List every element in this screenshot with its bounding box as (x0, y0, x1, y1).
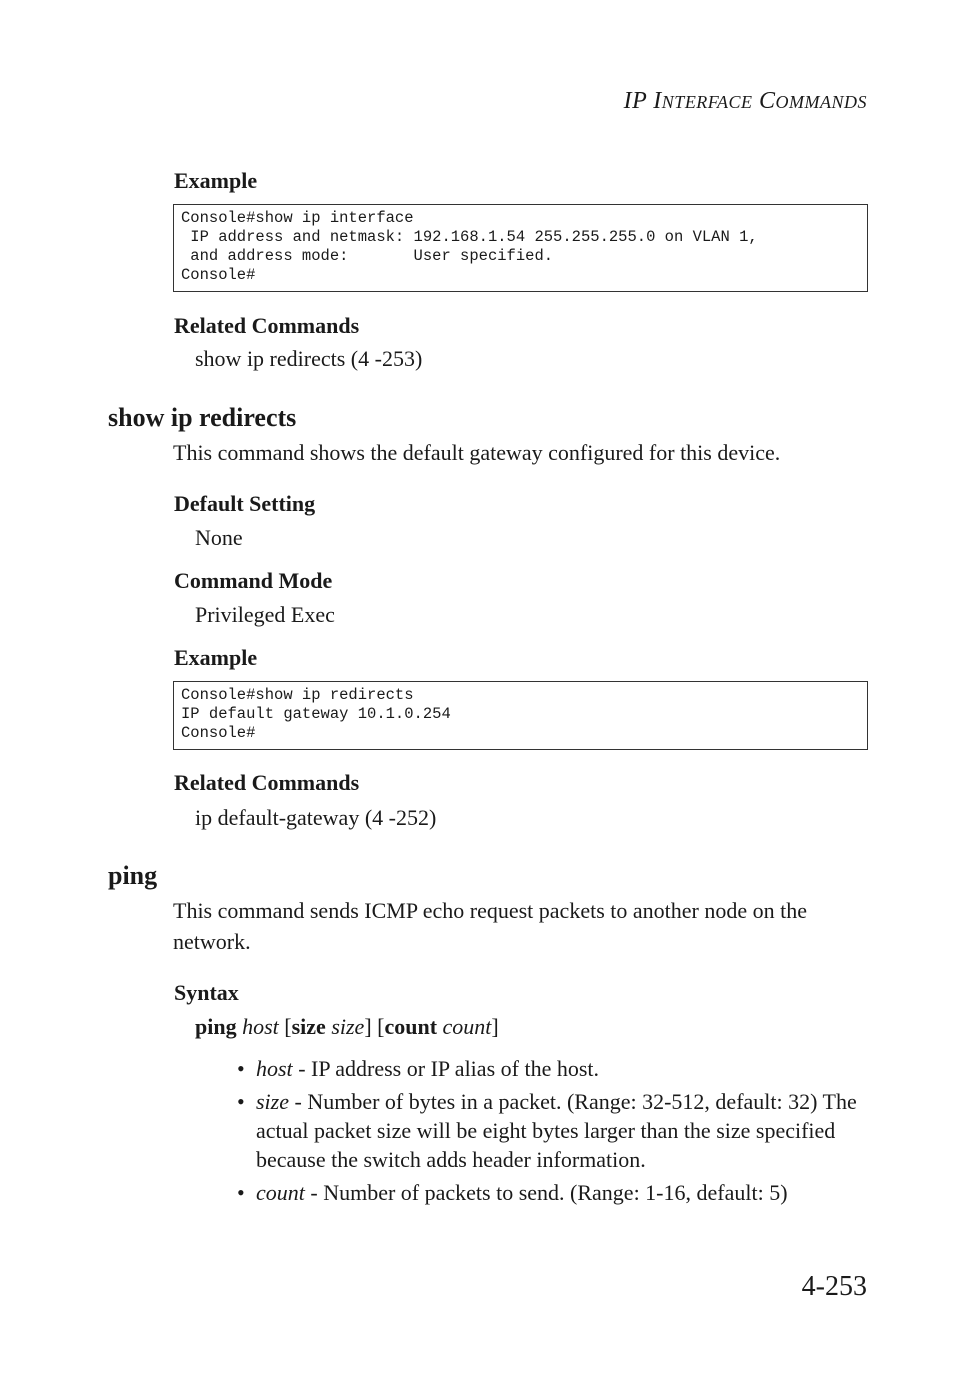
example-heading-1: Example (174, 168, 258, 193)
param-text: - Number of bytes in a packet. (Range: 32-512, default: 32) The actual packet size will be eight bytes larger than the size specified because the switch adds header information. (256, 1089, 857, 1172)
header-ip: IP (623, 88, 647, 114)
syntax-bracket-open-2: [ (377, 1014, 385, 1039)
section-description-2: This command shows the default gateway configured for this device. (173, 440, 781, 465)
header-i: I (653, 88, 662, 114)
parameter-list (237, 1054, 877, 1211)
syntax-host-arg: host (242, 1014, 279, 1039)
section-description-3: This command sends ICMP echo request packets to another node on the network. (173, 898, 807, 954)
syntax-bracket-open-1: [ (284, 1014, 292, 1039)
code-block-2: Console#show ip redirects IP default gateway 10.1.0.254 Console# (173, 681, 868, 750)
example-heading-2: Example (174, 645, 258, 670)
list-item (237, 1178, 877, 1207)
related-commands-heading-2: Related Commands (174, 770, 360, 795)
command-mode-value: Privileged Exec (195, 602, 335, 627)
syntax-size-keyword: size (291, 1014, 326, 1039)
related-command-link-2[interactable]: ip default-gateway (4 -252) (195, 805, 437, 830)
code-block-1: Console#show ip interface IP address and netmask: 192.168.1.54 255.255.255.0 on VLAN 1, and address mode: User specified. Console# (173, 204, 868, 292)
syntax-count-arg: count (442, 1014, 492, 1039)
header-c: C (758, 88, 776, 114)
param-term: size (256, 1089, 289, 1114)
syntax-line (195, 1014, 499, 1040)
section-title-ping: ping (108, 861, 158, 890)
bullet-icon: • (237, 1180, 245, 1205)
related-commands-heading-1: Related Commands (174, 313, 360, 338)
running-header (624, 88, 867, 115)
param-term: count (256, 1180, 305, 1205)
param-text: - IP address or IP alias of the host. (292, 1056, 600, 1081)
header-nterface: NTERFACE (661, 92, 753, 112)
default-setting-value: None (195, 525, 243, 550)
syntax-bracket-close-2: ] (491, 1014, 499, 1039)
param-text: - Number of packets to send. (Range: 1-16, default: 5) (304, 1180, 788, 1205)
list-item (237, 1054, 877, 1083)
page-number: 4-253 (801, 1271, 867, 1302)
header-ommands: OMMANDS (775, 92, 867, 112)
section-title-show-ip-redirects: show ip redirects (108, 403, 297, 432)
default-setting-heading: Default Setting (174, 491, 316, 516)
syntax-heading: Syntax (174, 980, 239, 1005)
syntax-command: ping (195, 1014, 237, 1039)
syntax-bracket-close-1: ] (364, 1014, 372, 1039)
param-term: host (256, 1056, 293, 1081)
related-command-link-1[interactable]: show ip redirects (4 -253) (195, 346, 423, 371)
syntax-size-arg: size (331, 1014, 365, 1039)
syntax-count-keyword: count (384, 1014, 438, 1039)
bullet-icon: • (237, 1089, 245, 1114)
list-item (237, 1087, 877, 1174)
command-mode-heading: Command Mode (174, 568, 333, 593)
bullet-icon: • (237, 1056, 245, 1081)
